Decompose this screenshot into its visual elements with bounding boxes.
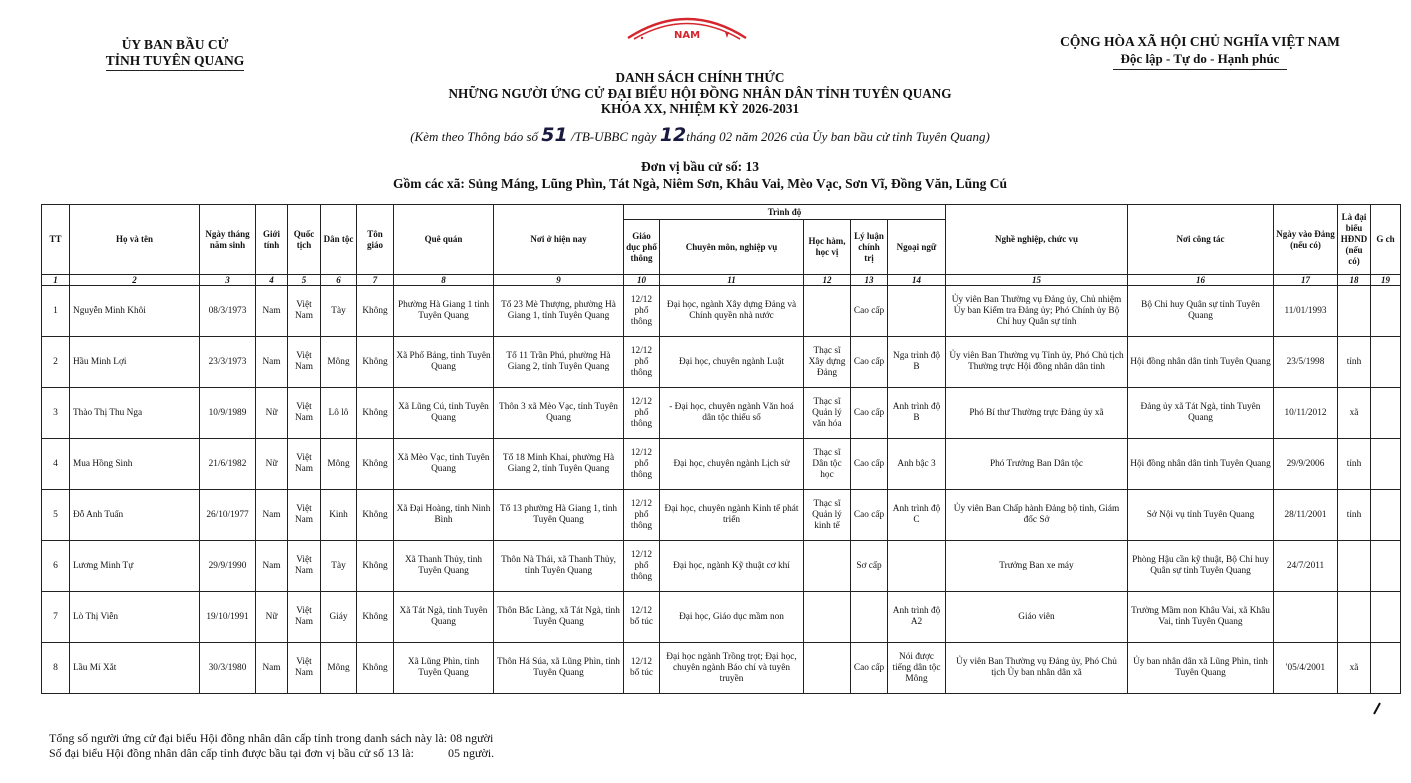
attachment-prefix: (Kèm theo Thông báo số — [410, 129, 542, 144]
cell-is-delegate: tỉnh — [1338, 490, 1371, 541]
cell-is-delegate: tỉnh — [1338, 337, 1371, 388]
cell-ethnicity: Mông — [321, 643, 357, 694]
col-header-ethnicity: Dân tộc — [321, 205, 357, 275]
national-heading — [1010, 33, 1390, 70]
cell-language: Anh trình độ C — [888, 490, 946, 541]
cell-tt: 2 — [42, 337, 70, 388]
cell-dob: 29/9/1990 — [200, 541, 256, 592]
cell-language: Nga trình độ B — [888, 337, 946, 388]
total-candidates-value: 08 người — [450, 731, 494, 745]
col-header-party-date: Ngày vào Đảng (nếu có) — [1274, 205, 1338, 275]
cell-hometown: Phường Hà Giang 1 tỉnh Tuyên Quang — [394, 286, 494, 337]
cell-party-date: 28/11/2001 — [1274, 490, 1338, 541]
cell-specialty: - Đại học, chuyên ngành Văn hoá dân tộc thiểu số — [660, 388, 804, 439]
col-header-gender: Giới tính — [256, 205, 288, 275]
total-candidates-line — [49, 731, 494, 746]
column-number-cell: 18 — [1338, 275, 1371, 286]
cell-name: Nguyễn Minh Khôi — [70, 286, 200, 337]
cell-name: Lương Minh Tự — [70, 541, 200, 592]
nation-name: CỘNG HÒA XÃ HỘI CHỦ NGHĨA VIỆT NAM — [1060, 34, 1340, 49]
column-number-cell: 10 — [624, 275, 660, 286]
cell-residence: Thôn Há Súa, xã Lũng Phìn, tỉnh Tuyên Quang — [494, 643, 624, 694]
cell-col19-partial — [1371, 286, 1401, 337]
cell-hometown: Xã Tát Ngà, tỉnh Tuyên Quang — [394, 592, 494, 643]
cell-religion: Không — [357, 541, 394, 592]
cell-specialty: Đại học, ngành Xây dựng Đảng và Chính quyền nhà nước — [660, 286, 804, 337]
issuing-organization — [60, 37, 290, 71]
cell-tt: 7 — [42, 592, 70, 643]
seal-star-fragment — [725, 32, 729, 38]
cell-general-edu: 12/12 phổ thông — [624, 337, 660, 388]
table-row — [42, 643, 1401, 694]
cell-is-delegate — [1338, 541, 1371, 592]
cell-degree: Thạc sĩ Quản lý văn hóa — [804, 388, 851, 439]
cell-tt: 6 — [42, 541, 70, 592]
col-header-tt: TT — [42, 205, 70, 275]
cell-party-date: '05/4/2001 — [1274, 643, 1338, 694]
cell-general-edu: 12/12 phổ thông — [624, 388, 660, 439]
table-row — [42, 541, 1401, 592]
cell-ethnicity: Lô lô — [321, 388, 357, 439]
col-header-religion: Tôn giáo — [357, 205, 394, 275]
cell-language — [888, 286, 946, 337]
column-number-cell: 7 — [357, 275, 394, 286]
cell-residence: Tổ 11 Trần Phú, phường Hà Giang 2, tỉnh Tuyên Quang — [494, 337, 624, 388]
column-number-cell: 9 — [494, 275, 624, 286]
cell-ethnicity: Kinh — [321, 490, 357, 541]
attachment-middle: /TB-UBBC ngày — [567, 129, 660, 144]
cell-political: Cao cấp — [851, 286, 888, 337]
col-header-name: Họ và tên — [70, 205, 200, 275]
column-number-cell: 5 — [288, 275, 321, 286]
table-row — [42, 388, 1401, 439]
col-header-residence: Nơi ở hiện nay — [494, 205, 624, 275]
col-header-specialty: Chuyên môn, nghiệp vụ — [660, 220, 804, 275]
electoral-unit-communes: Gồm các xã: Sủng Máng, Lũng Phìn, Tát Ngà, Niêm Sơn, Khâu Vai, Mèo Vạc, Sơn Vĩ, Đồng Văn, Lũng Cú — [392, 176, 1008, 191]
title-line-2: NHỮNG NGƯỜI ỨNG CỬ ĐẠI BIỂU HỘI ĐỒNG NHÂN DÂN TỈNH TUYÊN QUANG — [448, 85, 952, 101]
cell-nationality: Việt Nam — [288, 439, 321, 490]
cell-specialty: Đại học, Giáo dục mầm non — [660, 592, 804, 643]
column-number-cell: 19 — [1371, 275, 1401, 286]
electoral-unit — [350, 158, 1050, 192]
cell-workplace: Ủy ban nhân dân xã Lũng Phìn, tỉnh Tuyên Quang — [1128, 643, 1274, 694]
cell-tt: 4 — [42, 439, 70, 490]
cell-language: Anh trình độ B — [888, 388, 946, 439]
cell-position: Trưởng Ban xe máy — [946, 541, 1128, 592]
cell-gender: Nữ — [256, 388, 288, 439]
cell-party-date: 29/9/2006 — [1274, 439, 1338, 490]
col-header-dob: Ngày tháng năm sinh — [200, 205, 256, 275]
total-candidates-label: Tổng số người ứng cử đại biểu Hội đồng nhân dân cấp tỉnh trong danh sách này là: — [49, 731, 448, 745]
cell-dob: 23/3/1973 — [200, 337, 256, 388]
cell-dob: 08/3/1973 — [200, 286, 256, 337]
candidate-table-wrapper — [41, 204, 1411, 694]
column-number-cell: 12 — [804, 275, 851, 286]
col-header-political: Lý luận chính trị — [851, 220, 888, 275]
electoral-unit-label: Đơn vị bầu cử số: 13 — [641, 159, 759, 174]
cell-name: Mua Hồng Sinh — [70, 439, 200, 490]
table-row — [42, 490, 1401, 541]
cell-tt: 1 — [42, 286, 70, 337]
cell-col19-partial — [1371, 592, 1401, 643]
cell-degree — [804, 592, 851, 643]
org-line-1: ỦY BAN BẦU CỬ — [121, 37, 229, 52]
cell-position: Giáo viên — [946, 592, 1128, 643]
cell-dob: 19/10/1991 — [200, 592, 256, 643]
cell-religion: Không — [357, 592, 394, 643]
cell-political: Cao cấp — [851, 337, 888, 388]
cell-degree: Thạc sĩ Dân tộc học — [804, 439, 851, 490]
summary-footer — [49, 731, 494, 761]
column-number-cell: 6 — [321, 275, 357, 286]
cell-nationality: Việt Nam — [288, 286, 321, 337]
table-row — [42, 286, 1401, 337]
cell-position: Ủy viên Ban Thường vụ Tỉnh ủy, Phó Chủ tịch Thường trực Hội đồng nhân dân tỉnh — [946, 337, 1128, 388]
cell-tt: 3 — [42, 388, 70, 439]
cell-col19-partial — [1371, 541, 1401, 592]
cell-gender: Nữ — [256, 439, 288, 490]
col-header-degree: Học hàm, học vị — [804, 220, 851, 275]
cell-workplace: Hội đồng nhân dân tỉnh Tuyên Quang — [1128, 337, 1274, 388]
cell-degree — [804, 286, 851, 337]
seats-value: 05 người. — [447, 746, 495, 760]
cell-political: Cao cấp — [851, 490, 888, 541]
candidate-table — [41, 204, 1401, 694]
cell-political: Sơ cấp — [851, 541, 888, 592]
cell-specialty: Đại học ngành Trồng trọt; Đại học, chuyên ngành Báo chí và tuyên truyền — [660, 643, 804, 694]
cell-party-date: 23/5/1998 — [1274, 337, 1338, 388]
national-motto: Độc lập - Tự do - Hạnh phúc — [1113, 50, 1288, 70]
cell-name: Lò Thị Viễn — [70, 592, 200, 643]
seal-text: NAM — [673, 30, 701, 41]
cell-ethnicity: Mông — [321, 439, 357, 490]
table-row — [42, 439, 1401, 490]
cell-col19-partial — [1371, 643, 1401, 694]
document-title — [350, 70, 1050, 117]
cell-nationality: Việt Nam — [288, 337, 321, 388]
col-header-nationality: Quốc tịch — [288, 205, 321, 275]
col-header-19-partial: G ch — [1371, 205, 1401, 275]
cell-workplace: Phòng Hậu cần kỹ thuật, Bộ Chỉ huy Quân sự tỉnh Tuyên Quang — [1128, 541, 1274, 592]
column-number-cell: 17 — [1274, 275, 1338, 286]
cell-degree: Thạc sĩ Quản lý kinh tế — [804, 490, 851, 541]
cell-col19-partial — [1371, 388, 1401, 439]
pen-mark — [1372, 702, 1382, 716]
table-row — [42, 592, 1401, 643]
col-header-position: Nghề nghiệp, chức vụ — [946, 205, 1128, 275]
column-number-cell: 14 — [888, 275, 946, 286]
cell-general-edu: 12/12 phổ thông — [624, 490, 660, 541]
cell-workplace: Trường Mầm non Khâu Vai, xã Khâu Vai, tỉnh Tuyên Quang — [1128, 592, 1274, 643]
col-header-language: Ngoại ngữ — [888, 220, 946, 275]
official-seal-stamp — [622, 8, 752, 42]
cell-specialty: Đại học, chuyên ngành Luật — [660, 337, 804, 388]
cell-col19-partial — [1371, 337, 1401, 388]
notice-number-handwritten: 51 — [541, 124, 568, 146]
cell-hometown: Xã Lũng Cú, tỉnh Tuyên Quang — [394, 388, 494, 439]
cell-name: Thào Thị Thu Nga — [70, 388, 200, 439]
cell-nationality: Việt Nam — [288, 388, 321, 439]
cell-specialty: Đại học, ngành Kỹ thuật cơ khí — [660, 541, 804, 592]
cell-general-edu: 12/12 phổ thông — [624, 541, 660, 592]
cell-col19-partial — [1371, 490, 1401, 541]
cell-hometown: Xã Đại Hoàng, tỉnh Ninh Bình — [394, 490, 494, 541]
cell-nationality: Việt Nam — [288, 541, 321, 592]
cell-gender: Nữ — [256, 592, 288, 643]
cell-party-date: 11/01/1993 — [1274, 286, 1338, 337]
cell-position: Ủy viên Ban Thường vụ Đảng ủy, Phó Chủ tịch Ủy ban nhân dân xã — [946, 643, 1128, 694]
cell-party-date: 24/7/2011 — [1274, 541, 1338, 592]
cell-hometown: Xã Lũng Phìn, tỉnh Tuyên Quang — [394, 643, 494, 694]
column-number-cell: 8 — [394, 275, 494, 286]
cell-political: Cao cấp — [851, 388, 888, 439]
cell-workplace: Đảng ủy xã Tát Ngà, tỉnh Tuyên Quang — [1128, 388, 1274, 439]
col-header-workplace: Nơi công tác — [1128, 205, 1274, 275]
candidate-table-body — [42, 286, 1401, 694]
cell-political: Cao cấp — [851, 643, 888, 694]
cell-religion: Không — [357, 439, 394, 490]
cell-position: Ủy viên Ban Thường vụ Đảng ủy, Chủ nhiệm Ủy ban Kiểm tra Đảng ủy; Phó Chính ủy Bộ Chỉ huy Quân sự tỉnh — [946, 286, 1128, 337]
column-number-cell: 11 — [660, 275, 804, 286]
col-header-is-delegate: Là đại biểu HĐND (nếu có) — [1338, 205, 1371, 275]
cell-name: Hầu Minh Lợi — [70, 337, 200, 388]
pen-stroke — [1374, 703, 1380, 714]
cell-workplace: Bộ Chỉ huy Quân sự tỉnh Tuyên Quang — [1128, 286, 1274, 337]
cell-dob: 21/6/1982 — [200, 439, 256, 490]
cell-degree — [804, 643, 851, 694]
cell-is-delegate — [1338, 592, 1371, 643]
cell-nationality: Việt Nam — [288, 643, 321, 694]
cell-residence: Thôn Bắc Làng, xã Tát Ngà, tỉnh Tuyên Quang — [494, 592, 624, 643]
cell-degree: Thạc sĩ Xây dựng Đảng — [804, 337, 851, 388]
cell-religion: Không — [357, 286, 394, 337]
cell-political — [851, 592, 888, 643]
cell-residence: Thôn 3 xã Mèo Vạc, tỉnh Tuyên Quang — [494, 388, 624, 439]
cell-party-date: 10/11/2012 — [1274, 388, 1338, 439]
column-number-cell: 4 — [256, 275, 288, 286]
cell-general-edu: 12/12 bổ túc — [624, 592, 660, 643]
cell-dob: 26/10/1977 — [200, 490, 256, 541]
cell-language — [888, 541, 946, 592]
table-row — [42, 337, 1401, 388]
cell-religion: Không — [357, 337, 394, 388]
cell-degree — [804, 541, 851, 592]
cell-language: Anh trình độ A2 — [888, 592, 946, 643]
cell-residence: Tổ 13 phường Hà Giang 1, tỉnh Tuyên Quang — [494, 490, 624, 541]
cell-language: Anh bậc 3 — [888, 439, 946, 490]
cell-workplace: Sở Nội vụ tỉnh Tuyên Quang — [1128, 490, 1274, 541]
attachment-note — [330, 124, 1070, 146]
cell-position: Phó Bí thư Thường trực Đảng ủy xã — [946, 388, 1128, 439]
seats-line — [49, 746, 494, 761]
cell-religion: Không — [357, 643, 394, 694]
cell-name: Lầu Mí Xắt — [70, 643, 200, 694]
cell-gender: Nam — [256, 541, 288, 592]
cell-general-edu: 12/12 bổ túc — [624, 643, 660, 694]
cell-party-date — [1274, 592, 1338, 643]
cell-ethnicity: Tày — [321, 541, 357, 592]
cell-residence: Tổ 18 Minh Khai, phường Hà Giang 2, tỉnh Tuyên Quang — [494, 439, 624, 490]
column-number-cell: 16 — [1128, 275, 1274, 286]
cell-is-delegate: xã — [1338, 388, 1371, 439]
seal-dot — [641, 37, 643, 39]
cell-residence: Thôn Nà Thái, xã Thanh Thủy, tỉnh Tuyên Quang — [494, 541, 624, 592]
cell-tt: 8 — [42, 643, 70, 694]
cell-position: Ủy viên Ban Chấp hành Đảng bộ tỉnh, Giám đốc Sở — [946, 490, 1128, 541]
cell-workplace: Hội đồng nhân dân tỉnh Tuyên Quang — [1128, 439, 1274, 490]
cell-religion: Không — [357, 490, 394, 541]
cell-col19-partial — [1371, 439, 1401, 490]
cell-residence: Tổ 23 Mè Thượng, phường Hà Giang 1, tỉnh Tuyên Quang — [494, 286, 624, 337]
cell-general-edu: 12/12 phổ thông — [624, 286, 660, 337]
title-line-3: KHÓA XX, NHIỆM KỲ 2026-2031 — [600, 101, 800, 116]
org-line-2: TỈNH TUYÊN QUANG — [106, 53, 245, 71]
cell-ethnicity: Tày — [321, 286, 357, 337]
cell-gender: Nam — [256, 286, 288, 337]
cell-hometown: Xã Mèo Vạc, tỉnh Tuyên Quang — [394, 439, 494, 490]
cell-specialty: Đại học, chuyên ngành Lịch sử — [660, 439, 804, 490]
cell-nationality: Việt Nam — [288, 490, 321, 541]
column-number-cell: 2 — [70, 275, 200, 286]
cell-hometown: Xã Thanh Thủy, tỉnh Tuyên Quang — [394, 541, 494, 592]
cell-name: Đỗ Anh Tuấn — [70, 490, 200, 541]
cell-nationality: Việt Nam — [288, 592, 321, 643]
col-header-general-edu: Giáo dục phổ thông — [624, 220, 660, 275]
cell-is-delegate: xã — [1338, 643, 1371, 694]
cell-dob: 30/3/1980 — [200, 643, 256, 694]
cell-ethnicity: Mông — [321, 337, 357, 388]
cell-is-delegate — [1338, 286, 1371, 337]
cell-gender: Nam — [256, 337, 288, 388]
cell-political: Cao cấp — [851, 439, 888, 490]
cell-ethnicity: Giáy — [321, 592, 357, 643]
cell-dob: 10/9/1989 — [200, 388, 256, 439]
cell-religion: Không — [357, 388, 394, 439]
column-number-cell: 13 — [851, 275, 888, 286]
title-line-1: DANH SÁCH CHÍNH THỨC — [615, 70, 785, 85]
column-number-cell: 3 — [200, 275, 256, 286]
attachment-suffix: tháng 02 năm 2026 của Ủy ban bầu cử tỉnh Tuyên Quang) — [686, 129, 990, 144]
cell-position: Phó Trưởng Ban Dân tộc — [946, 439, 1128, 490]
col-group-header-qualifications: Trình độ — [624, 205, 946, 220]
cell-gender: Nam — [256, 643, 288, 694]
col-header-hometown: Quê quán — [394, 205, 494, 275]
cell-hometown: Xã Phố Bảng, tỉnh Tuyên Quang — [394, 337, 494, 388]
cell-language: Nói được tiếng dân tộc Mông — [888, 643, 946, 694]
seats-label: Số đại biểu Hội đồng nhân dân cấp tỉnh được bầu tại đơn vị bầu cử số 13 là: — [49, 746, 414, 760]
column-number-row — [42, 275, 1401, 286]
cell-specialty: Đại học, chuyên ngành Kinh tế phát triển — [660, 490, 804, 541]
table-header-row — [42, 205, 1401, 220]
notice-day-handwritten: 12 — [659, 124, 687, 146]
cell-general-edu: 12/12 phổ thông — [624, 439, 660, 490]
cell-is-delegate: tỉnh — [1338, 439, 1371, 490]
cell-gender: Nam — [256, 490, 288, 541]
column-number-cell: 15 — [946, 275, 1128, 286]
column-number-cell: 1 — [42, 275, 70, 286]
cell-tt: 5 — [42, 490, 70, 541]
